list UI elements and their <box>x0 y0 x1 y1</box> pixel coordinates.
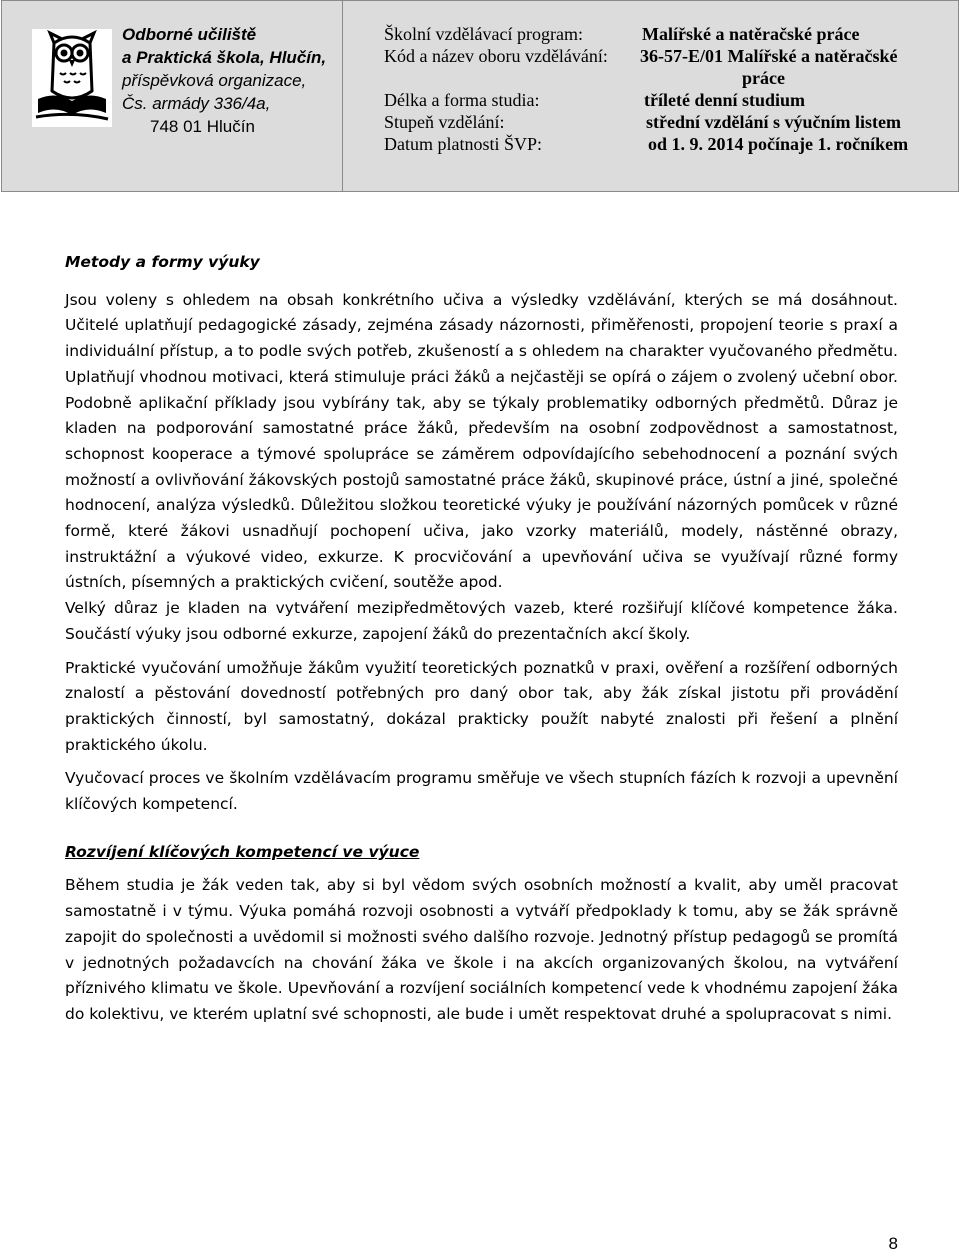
program-value: Malířské a natěračské práce <box>642 24 860 44</box>
header-divider <box>342 1 343 191</box>
document-header <box>1 0 959 192</box>
paragraph-interdisciplinary: Velký důraz je kladen na vytváření mezipředmětových vazeb, které rozšiřují klíčové kompetence žáka. Součástí výuky jsou odborné exkurze, zapojení žáků do prezentačních akcí školy. <box>65 599 898 643</box>
school-address <box>122 23 338 138</box>
page-number: 8 <box>888 1234 898 1253</box>
program-label: Školní vzdělávací program: <box>384 24 583 44</box>
paragraph-process: Vyučovací proces ve školním vzdělávacím programu směřuje ve všech stupních fázích k rozvoji a upevnění klíčových kompetencí. <box>65 769 898 814</box>
validity-label: Datum platnosti ŠVP: <box>384 134 543 154</box>
code-value: 36-57-E/01 Malířské a natěračské <box>640 46 898 66</box>
level-label: Stupeň vzdělání: <box>384 112 505 132</box>
paragraph-competences: Během studia je žák veden tak, aby si byl vědom svých osobních možností a kvalit, aby uměl pracovat samostatně i v týmu. Výuka pomáhá rozvoji osobnosti a vytváří předpoklady k tomu, aby se žák správně zapojit do společnosti a uvědomil si možnosti svého dalšího rozvoje. Jednotný přístup pedagogů se promítá v jednotných požadavcích na chování žáka ve škole i na akcích organizovaných školou, na vytváření příznivého klimatu ve škole. Upevňování a rozvíjení sociálních kompetencí vede k vhodnému zapojení žáka do kolektivu, ve kterém uplatní své schopnosti, ale bude i umět respektovat druhé a spolupracovat s nimi. <box>65 876 898 1023</box>
school-name-line2: a Praktická škola, Hlučín, <box>122 48 327 67</box>
document-body <box>65 250 898 1028</box>
paragraph-methods: Jsou voleny s ohledem na obsah konkrétního učiva a výsledky vzdělávání, kterých se má dosáhnout. Učitelé uplatňují pedagogické zásady, zejména zásady názornosti, přiměřenosti, propojení teorie s praxí a individuální přístup, a to podle svých potřeb, zkušeností a s ohledem na charakter vyučovaného předmětu. Uplatňují vhodnou motivaci, která stimuluje práci žáků a nejčastěji se opírá o zájem o zvolený učební obor. Podobně aplikační příklady jsou vybírány tak, aby se týkaly problematiky odborných předmětů. Důraz je kladen na podporování samostatné práce žáků, především na osobní zodpovědnost a samostatnost, schopnost kooperace a týmové spolupráce se záměrem odpovídajícího sebehodnocení a poznání svých možností a ovlivňování žákovských postojů samostatné práce žáků, skupinové práce, ústní a jiné, společné hodnocení, analýza výsledků. Důležitou složkou teoretické výuky je používání názorných pomůcek v různé formě, které žákovi usnadňují pochopení učiva, jako vzorky materiálů, modely, nástěnné obrazy, instruktážní a výukové video, exkurze. K procvičování a upevňování učiva se využívají různé formy ústních, písemných a praktických cvičení, soutěže apod. <box>65 290 898 592</box>
school-type-line: příspěvková organizace, <box>122 71 307 90</box>
paragraph-practical: Praktické vyučování umožňuje žákům využití teoretických poznatků v praxi, ověření a rozšíření odborných znalostí a pěstování dovedností potřebných pro daný obor tak, aby žák získal jistotu při provádění praktických činností, byl samostatný, dokázal prakticky použít nabyté znalosti při řešení a plnění praktického úkolu. <box>65 658 898 754</box>
owl-logo-icon <box>32 29 112 127</box>
validity-value: od 1. 9. 2014 počínaje 1. ročníkem <box>648 134 909 154</box>
school-street-line: Čs. armády 336/4a, <box>122 94 271 113</box>
section-heading-competences: Rozvíjení klíčových kompetencí ve výuce <box>65 842 420 861</box>
duration-label: Délka a forma studia: <box>384 90 540 110</box>
section-heading-methods: Metody a formy výuky <box>65 253 260 271</box>
code-value-continued: práce <box>742 68 785 88</box>
school-city-line: 748 01 Hlučín <box>150 117 255 136</box>
level-value: střední vzdělání s výučním listem <box>646 112 901 132</box>
school-name-line1: Odborné učiliště <box>122 25 257 44</box>
duration-value: tříleté denní studium <box>644 90 806 110</box>
code-label: Kód a název oboru vzdělávání: <box>384 46 608 66</box>
